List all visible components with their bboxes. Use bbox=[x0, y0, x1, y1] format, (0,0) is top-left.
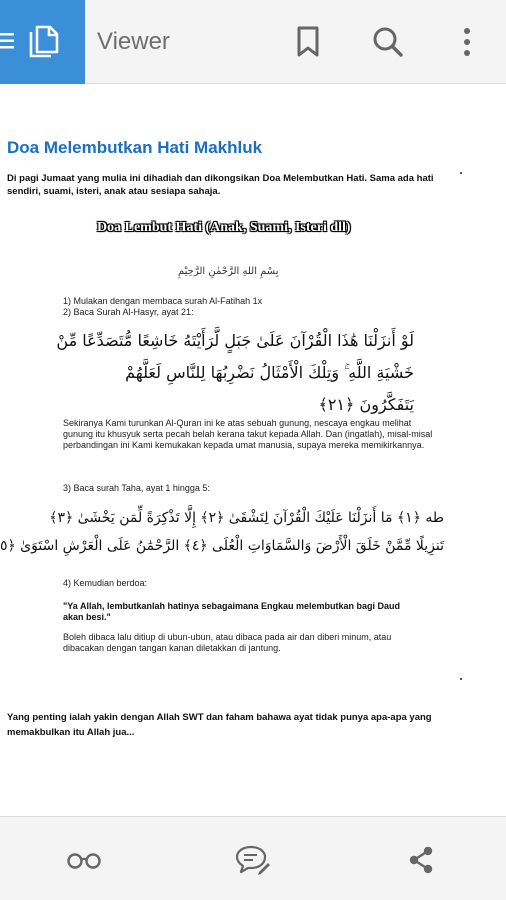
document-icon bbox=[28, 25, 60, 59]
top-app-bar bbox=[0, 0, 506, 84]
bottom-action-bar bbox=[0, 816, 506, 900]
prayer-text: "Ya Allah, lembutkanlah hatinya sebagaimana Engkau melembutkan bagi Daud akan besi." bbox=[63, 601, 401, 622]
page-title: Viewer bbox=[97, 28, 170, 55]
comment-button[interactable] bbox=[233, 843, 273, 877]
overflow-menu-button[interactable] bbox=[450, 24, 484, 60]
document-heading: Doa Melembutkan Hati Makhluk bbox=[7, 138, 263, 157]
bookmark-button[interactable] bbox=[291, 24, 325, 60]
translation-paragraph: Sekiranya Kami turunkan Al-Quran ini ke atas sebuah gunung, nescaya engkau melihat gunung itu khusyuk serta pecah belah kerana takut kepada Allah. Dan (ingatlah), misal-misal perbandingan ini Kami kemukakan kepada umat manusia, supaya mereka memikirkannya. bbox=[63, 418, 433, 450]
document-page[interactable] bbox=[0, 85, 506, 816]
navigation-drawer-button[interactable] bbox=[0, 0, 85, 84]
arabic-verse-line-1: لَوْ أَنزَلْنَا هَٰذَا الْقُرْآنَ عَلَىٰ جَبَلٍ لَّرَأَيْتَهُ خَاشِعًا مُّتَصَدِّعًا مِّنْ bbox=[56, 331, 414, 350]
basmala: بِسْمِ اللهِ الرَّحْمٰنِ الرَّحِيْمِ bbox=[178, 266, 279, 277]
reading-glasses-icon bbox=[66, 851, 102, 869]
comment-icon bbox=[235, 844, 271, 876]
bookmark-icon bbox=[296, 26, 320, 58]
menu-icon bbox=[0, 32, 14, 50]
page-mark bbox=[460, 678, 462, 680]
search-button[interactable] bbox=[371, 24, 405, 60]
reading-mode-button[interactable] bbox=[64, 843, 104, 877]
arabic-taha-line-1: طه ﴿١﴾ مَا أَنزَلْنَا عَلَيْكَ الْقُرْآنَ لِتَشْقَىٰ ﴿٢﴾ إِلَّا تَذْكِرَةً لِّمَن يَخْشَىٰ ﴿٣﴾ bbox=[49, 510, 444, 526]
step-4: 4) Kemudian berdoa: bbox=[63, 578, 148, 588]
share-button[interactable] bbox=[401, 843, 441, 877]
more-vertical-icon bbox=[463, 27, 471, 57]
share-icon bbox=[407, 845, 435, 875]
step-2: 2) Baca Surah Al-Hasyr, ayat 21: bbox=[63, 307, 194, 317]
closing-paragraph: Yang penting ialah yakin dengan Allah SWT dan faham bahawa ayat tidak punya apa-apa yang memakbulkan itu Allah jua... bbox=[7, 712, 432, 738]
prayer-banner: Doa Lembut Hati (Anak, Suami, Isteri dll) bbox=[97, 220, 351, 235]
note-paragraph: Boleh dibaca lalu ditiup di ubun-ubun, atau dibaca pada air dan diberi minum, atau dibacakan dengan tangan kanan diletakkan di jantung. bbox=[63, 632, 392, 653]
arabic-verse-line-3: يَتَفَكَّرُونَ ﴿٢١﴾ bbox=[318, 395, 414, 414]
intro-paragraph: Di pagi Jumaat yang mulia ini dihadiah dan dikongsikan Doa Melembutkan Hati. Sama ada hati sendiri, suami, isteri, anak atau sesiapa sahaja. bbox=[7, 173, 434, 197]
step-3: 3) Baca surah Taha, ayat 1 hingga 5: bbox=[63, 483, 210, 493]
search-icon bbox=[372, 26, 404, 58]
arabic-taha-line-2: تَنزِيلًا مِّمَّنْ خَلَقَ الْأَرْضَ وَالسَّمَاوَاتِ الْعُلَى ﴿٤﴾ الرَّحْمَٰنُ عَلَى الْعَرْشِ اسْتَوَىٰ ﴿٥ bbox=[0, 538, 444, 554]
step-1: 1) Mulakan dengan membaca surah Al-Fatihah 1x bbox=[63, 296, 263, 306]
arabic-verse-line-2: خَشْيَةِ اللَّهِ ۚ وَتِلْكَ الْأَمْثَالُ نَضْرِبُهَا لِلنَّاسِ لَعَلَّهُمْ bbox=[125, 363, 414, 382]
